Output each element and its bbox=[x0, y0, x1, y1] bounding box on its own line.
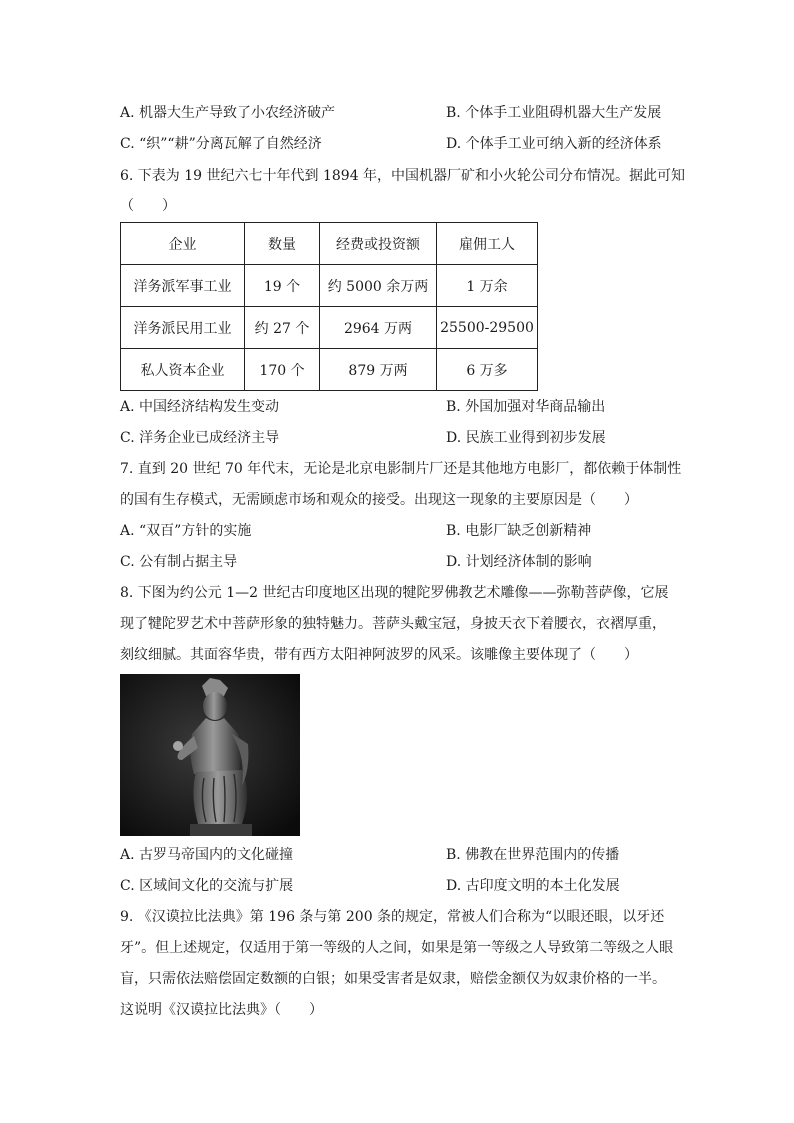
q6-option-d: D. 民族工业得到初步发展 bbox=[446, 430, 606, 446]
table-cell: 879 万两 bbox=[320, 349, 437, 391]
q8-option-c: C. 区域间文化的交流与扩展 bbox=[120, 878, 294, 894]
table-cell: 2964 万两 bbox=[320, 307, 437, 349]
q5-option-a: A. 机器大生产导致了小农经济破产 bbox=[120, 105, 336, 121]
q9-stem-line1: 9. 《汉谟拉比法典》第 196 条与第 200 条的规定，常被人们合称为“以眼还眼，以牙还 bbox=[120, 909, 665, 925]
q9-stem-line4: 这说明《汉谟拉比法典》（ ） bbox=[120, 1002, 323, 1018]
q6-stem-line1: 6. 下表为 19 世纪六七十年代到 1894 年，中国机器厂矿和小火轮公司分布情况。据此可知 bbox=[120, 168, 686, 184]
table-cell: 洋务派军事工业 bbox=[121, 265, 245, 307]
table-row bbox=[121, 307, 538, 349]
q7-option-a: A. “双百”方针的实施 bbox=[120, 523, 252, 539]
table-cell: 25500-29500 bbox=[437, 307, 538, 349]
q8-option-a: A. 古罗马帝国内的文化碰撞 bbox=[120, 847, 294, 863]
table-header-cell: 雇佣工人 bbox=[437, 223, 538, 265]
q6-stem-line2: （ ） bbox=[120, 198, 176, 214]
table-cell: 私人资本企业 bbox=[121, 349, 245, 391]
table-cell: 170 个 bbox=[245, 349, 320, 391]
q8-stem-line2: 现了犍陀罗艺术中菩萨形象的独特魅力。菩萨头戴宝冠，身披天衣下着腰衣，衣褶厚重， bbox=[120, 616, 666, 632]
q7-stem-line2: 的国有生存模式，无需顾虑市场和观众的接受。出现这一现象的主要原因是（ ） bbox=[120, 492, 638, 508]
q8-stem-line3: 刻纹细腻。其面容华贵，带有西方太阳神阿波罗的风采。该雕像主要体现了（ ） bbox=[120, 647, 638, 663]
table-header-cell: 企业 bbox=[121, 223, 245, 265]
q9-stem-line3: 盲，只需依法赔偿固定数额的白银；如果受害者是奴隶，赔偿金额仅为奴隶价格的一半。 bbox=[120, 971, 666, 987]
statue-illustration bbox=[120, 674, 300, 836]
table-cell: 19 个 bbox=[245, 265, 320, 307]
table-cell: 6 万多 bbox=[437, 349, 538, 391]
q6-option-c: C. 洋务企业已成经济主导 bbox=[120, 430, 280, 446]
q7-stem-line1: 7. 直到 20 世纪 70 年代末，无论是北京电影制片厂还是其他地方电影厂，都依赖于体制性 bbox=[120, 461, 682, 477]
q5-option-c: C. “织”“耕”分离瓦解了自然经济 bbox=[120, 136, 322, 152]
q9-stem-line2: 牙”。但上述规定，仅适用于第一等级的人之间，如果是第一等级之人导致第二等级之人眼 bbox=[120, 940, 674, 956]
buddha-statue-photo bbox=[120, 674, 300, 836]
table-cell: 洋务派民用工业 bbox=[121, 307, 245, 349]
table-header-cell: 数量 bbox=[245, 223, 320, 265]
table-header-row bbox=[121, 223, 538, 265]
q7-option-b: B. 电影厂缺乏创新精神 bbox=[446, 523, 592, 539]
table-cell: 约 5000 余万两 bbox=[320, 265, 437, 307]
q8-stem-line1: 8. 下图为约公元 1—2 世纪古印度地区出现的犍陀罗佛教艺术雕像——弥勒菩萨像，它展 bbox=[120, 585, 669, 601]
q5-option-b: B. 个体手工业阻碍机器大生产发展 bbox=[446, 105, 662, 121]
table-row bbox=[121, 265, 538, 307]
table-header-cell: 经费或投资额 bbox=[320, 223, 437, 265]
q6-data-table bbox=[120, 222, 538, 391]
q8-option-b: B. 佛教在世界范围内的传播 bbox=[446, 847, 620, 863]
table-cell: 约 27 个 bbox=[245, 307, 320, 349]
q8-option-d: D. 古印度文明的本土化发展 bbox=[446, 878, 620, 894]
table-row bbox=[121, 349, 538, 391]
q7-option-d: D. 计划经济体制的影响 bbox=[446, 554, 592, 570]
q6-option-b: B. 外国加强对华商品输出 bbox=[446, 399, 606, 415]
q6-option-a: A. 中国经济结构发生变动 bbox=[120, 399, 280, 415]
table-cell: 1 万余 bbox=[437, 265, 538, 307]
q5-option-d: D. 个体手工业可纳入新的经济体系 bbox=[446, 136, 662, 152]
q7-option-c: C. 公有制占据主导 bbox=[120, 554, 238, 570]
